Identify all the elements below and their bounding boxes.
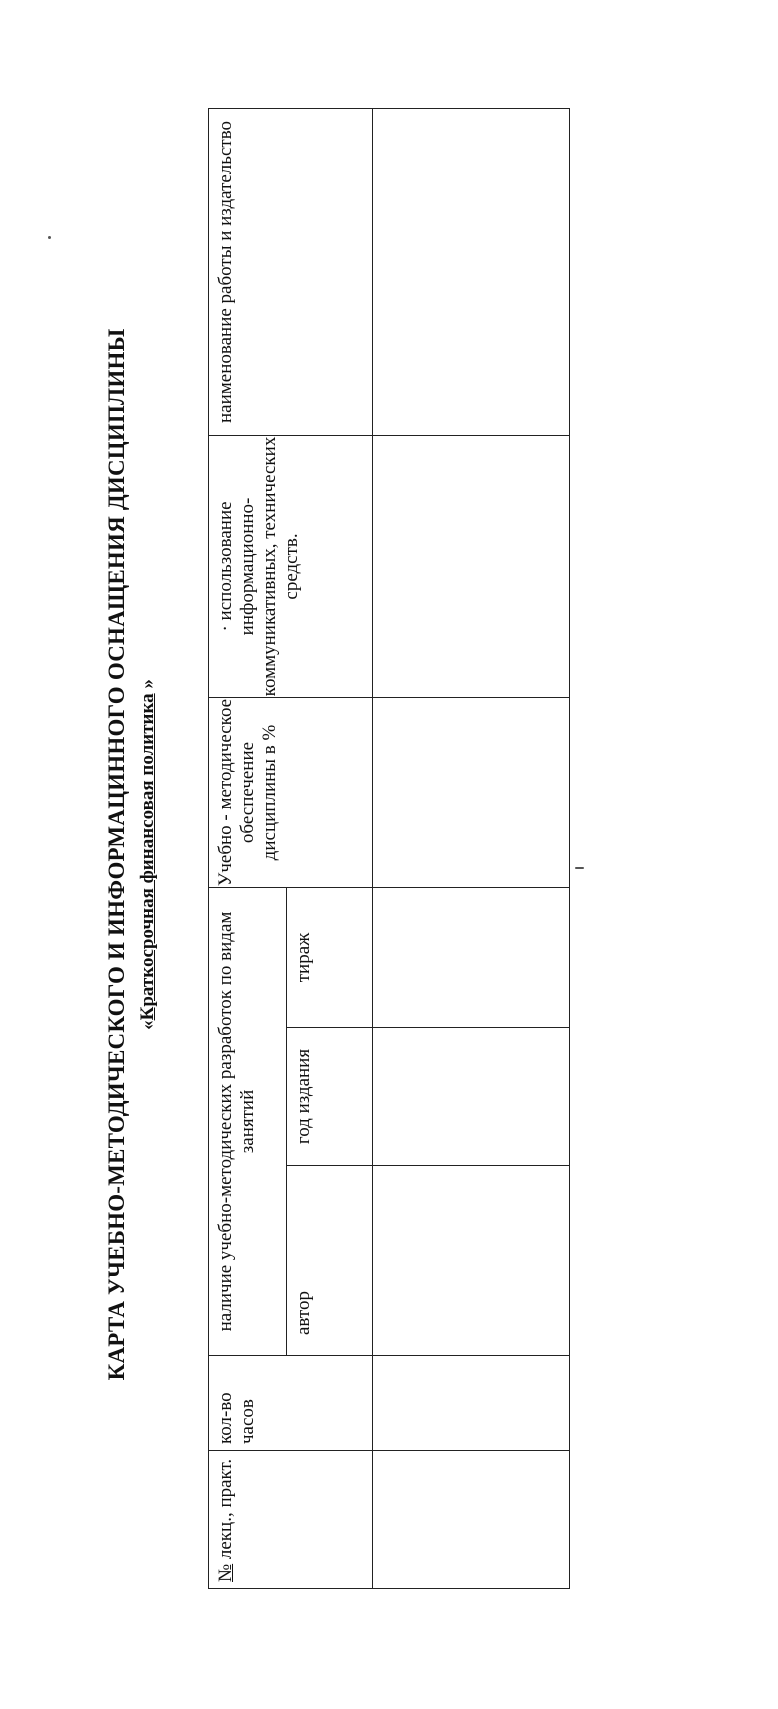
header-materials-group	[209, 887, 287, 1355]
table-header-row	[209, 108, 287, 1588]
cell-circulation	[373, 887, 570, 1027]
subtitle-discipline-name: Краткосрочная финансовая политика	[137, 693, 158, 1021]
header-materials-group-label: наличие учебно-методических разработок по видам занятий	[215, 911, 258, 1332]
scan-speck	[575, 867, 584, 869]
header-circulation-label: тираж	[293, 932, 314, 983]
header-circulation	[287, 887, 373, 1027]
header-lecture-number	[209, 1451, 373, 1589]
cell-ict	[373, 435, 570, 697]
header-lecture-number-label: лекц., практ.	[215, 1458, 236, 1564]
cell-publication	[373, 108, 570, 435]
header-number-sign: №	[215, 1563, 236, 1582]
cell-lecture-number	[373, 1451, 570, 1589]
cell-hours	[373, 1356, 570, 1451]
header-ict	[209, 435, 373, 697]
header-author-label: автор	[293, 1291, 314, 1335]
header-author	[287, 1166, 373, 1356]
document-title: КАРТА УЧЕБНО-МЕТОДИЧЕСКОГО И ИНФОРМАЦИННОГО ОСНАЩЕНИЯ ДИСЦИПЛИНЫ	[104, 328, 129, 1381]
scan-speck	[48, 236, 51, 239]
header-hours-label: кол-во часов	[215, 1392, 258, 1444]
header-ict-label: · использование информационно-коммуникативных, технических средств.	[215, 436, 302, 697]
header-publication	[209, 108, 373, 435]
header-year-label: год издания	[293, 1048, 314, 1145]
cell-year	[373, 1028, 570, 1166]
subtitle-close-quote: »	[137, 679, 158, 694]
header-hours	[209, 1356, 373, 1451]
document-subtitle	[136, 0, 160, 1709]
header-year	[287, 1028, 373, 1166]
equipment-card-table	[208, 108, 570, 1589]
cell-author	[373, 1166, 570, 1356]
header-provision	[209, 697, 373, 887]
subtitle-open-quote: «	[137, 1020, 158, 1030]
header-provision-label: Учебно - методическое обеспечение дисциплины в %	[215, 698, 280, 887]
table-row	[373, 108, 570, 1588]
header-publication-label: наименование работы и издательство	[215, 120, 236, 424]
cell-provision	[373, 697, 570, 887]
